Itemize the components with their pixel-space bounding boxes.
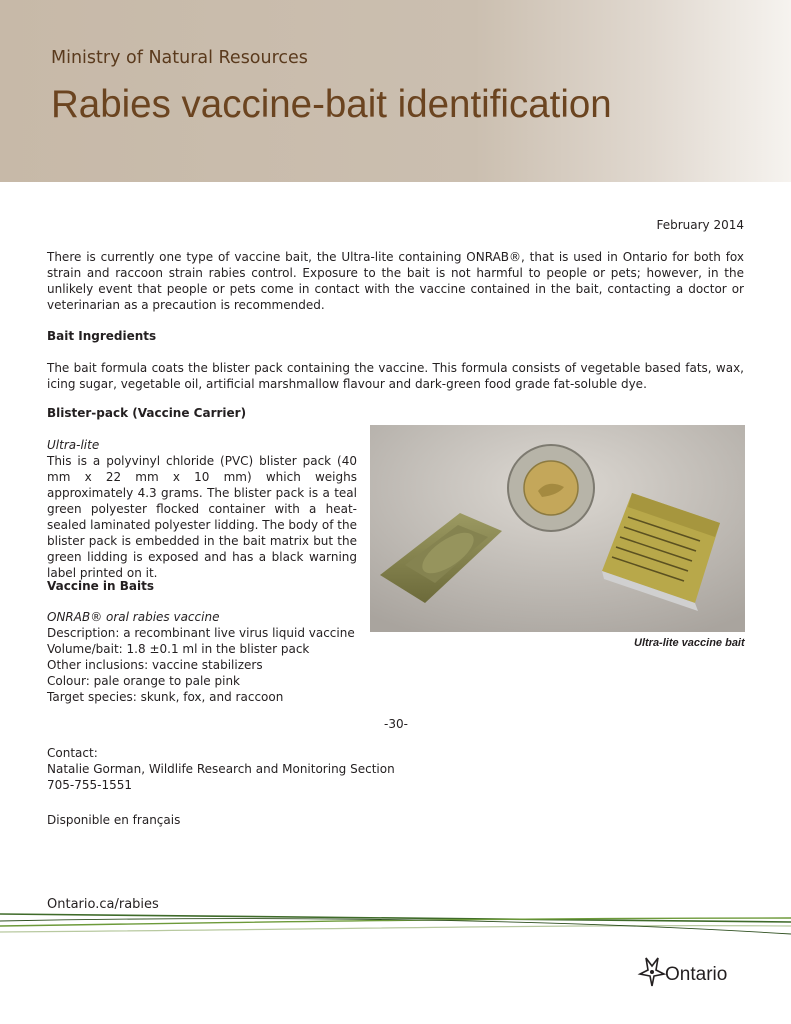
- ingredients-text: The bait formula coats the blister pack containing the vaccine. This formula consists of vegetable based fats, wax, icing sugar, vegetable oil, artificial marshmallow flavour and dark-green food grade fat-soluble dye.: [47, 361, 744, 391]
- vaccine-inclusions: Other inclusions: vaccine stabilizers: [47, 658, 263, 672]
- french-availability: Disponible en français: [47, 813, 181, 827]
- vaccine-subheading: ONRAB® oral rabies vaccine: [47, 610, 220, 624]
- header-banner: [0, 0, 791, 182]
- ingredients-heading: Bait Ingredients: [47, 329, 157, 343]
- ministry-name: Ministry of Natural Resources: [51, 48, 308, 68]
- ontario-logo-text: Ontario: [665, 964, 728, 985]
- vaccine-bait-photo: [370, 425, 745, 632]
- vaccine-target-species: Target species: skunk, fox, and raccoon: [47, 690, 284, 704]
- blister-text: This is a polyvinyl chloride (PVC) blister pack (40 mm x 22 mm x 10 mm) which weighs approximately 4.3 grams. The blister pack is a teal green polyester flocked container with a heat-sealed laminated polyester lidding. The body of the blister pack is embedded in the bait matrix but the green lidding is exposed and has a black warning label printed on it.: [47, 454, 357, 580]
- footer-decorative-lines: [0, 912, 791, 952]
- vaccine-description: Description: a recombinant live virus liquid vaccine: [47, 626, 355, 640]
- contact-phone: 705-755-1551: [47, 778, 133, 792]
- vaccine-colour: Colour: pale orange to pale pink: [47, 674, 241, 688]
- photo-caption: Ultra-lite vaccine bait: [634, 637, 745, 649]
- document-date: February 2014: [656, 218, 744, 232]
- intro-paragraph: There is currently one type of vaccine bait, the Ultra-lite containing ONRAB®, that is used in Ontario for both fox strain and raccoon strain rabies control. Exposure to the bait is not harmful to people or pets; however, in the unlikely event that people or pets come in contact with the vaccine contained in the bait, contacting a doctor or veterinarian as a precaution is recommended.: [47, 250, 744, 312]
- page-title: Rabies vaccine-bait identification: [51, 83, 612, 126]
- contact-name: Natalie Gorman, Wildlife Research and Monitoring Section: [47, 762, 395, 776]
- blister-subheading: Ultra-lite: [47, 438, 100, 452]
- vaccine-volume: Volume/bait: 1.8 ±0.1 ml in the blister pack: [47, 642, 310, 656]
- contact-label: Contact:: [47, 746, 98, 760]
- vaccine-heading: Vaccine in Baits: [47, 579, 154, 593]
- page-number: -30-: [384, 717, 408, 731]
- blister-heading: Blister-pack (Vaccine Carrier): [47, 406, 247, 420]
- footer-url-link[interactable]: Ontario.ca/rabies: [47, 897, 159, 912]
